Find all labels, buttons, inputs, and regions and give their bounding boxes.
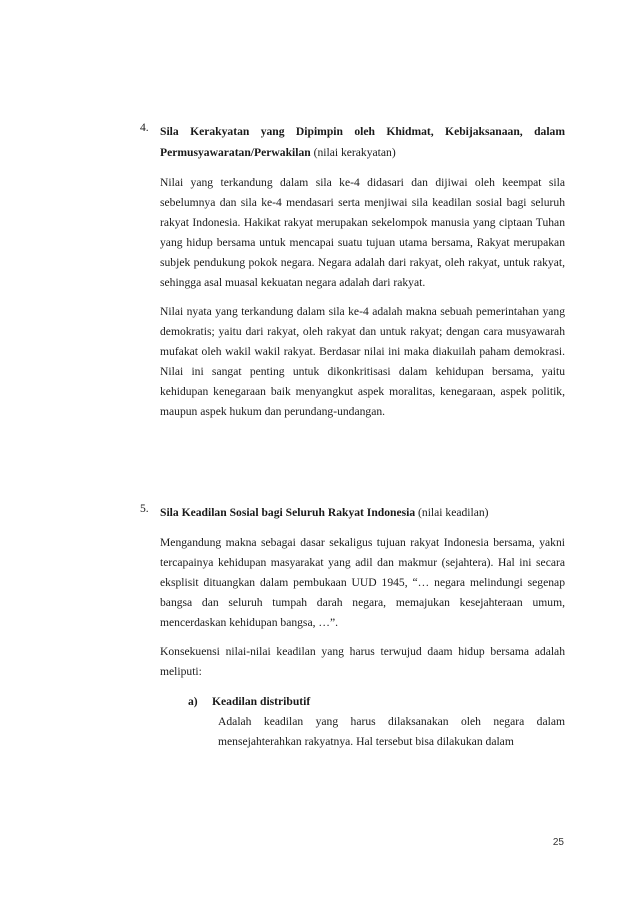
- list-item-number: 4.: [140, 121, 149, 134]
- paragraph: Nilai nyata yang terkandung dalam sila ke-4 adalah makna sebuah pemerintahan yang demokratis; yaitu dari rakyat, oleh rakyat dan untuk rakyat; dengan cara musyawarah mufakat oleh wakil wakil rakyat. Berdasar nilai ini maka diakuilah paham demokrasi. Nilai ini sangat penting untuk dikonkritisasi dalam kehidupan bersama, yaitu kehidupan kenegaraan baik menyangkut aspek moralitas, kenegaraan, aspek politik, maupun aspek hukum dan perundang-undangan.: [160, 305, 565, 418]
- list-item-body: [160, 121, 565, 422]
- sub-section-title: Keadilan distributif: [212, 695, 311, 708]
- section-heading: [160, 502, 565, 523]
- paragraph: Konsekuensi nilai-nilai keadilan yang harus terwujud daam hidup bersama adalah meliputi:: [160, 645, 565, 678]
- section-heading: [160, 121, 565, 163]
- list-item-body: [160, 502, 565, 752]
- section-title: Sila Keadilan Sosial bagi Seluruh Rakyat Indonesia: [160, 506, 416, 519]
- list-item-number: 5.: [140, 502, 149, 515]
- page-number: 25: [552, 837, 564, 848]
- section-title: Sila Kerakyatan yang Dipimpin oleh Khidmat, Kebijaksanaan, dalam Permusyawaratan/Perwakilan: [160, 125, 565, 159]
- list-item-4: [140, 121, 565, 422]
- paragraph: Mengandung makna sebagai dasar sekaligus tujuan rakyat Indonesia bersama, yakni tercapainya kehidupan masyarakat yang adil dan makmur (sejahtera). Hal ini secara eksplisit dituangkan dalam pembukaan UUD 1945, “… negara melindungi segenap bangsa dan seluruh tumpah darah negara, memajukan kesejahteraan umum, mencerdaskan kehidupan bangsa, …”.: [160, 536, 565, 629]
- paragraph: Adalah keadilan yang harus dilaksanakan oleh negara dalam mensejahterahkan rakyatnya. Hal tersebut bisa dilakukan dalam: [218, 715, 565, 748]
- sub-list-item-label: a): [188, 695, 198, 708]
- section-note: (nilai kerakyatan): [313, 146, 396, 159]
- section-note: (nilai keadilan): [418, 506, 489, 519]
- list-item-5: [140, 502, 565, 752]
- sub-list-item-a: [188, 692, 565, 752]
- paragraph: Nilai yang terkandung dalam sila ke-4 didasari dan dijiwai oleh keempat sila sebelumnya dan sila ke-4 mendasari serta menjiwai sila keadilan sosial bagi seluruh rakyat Indonesia. Hakikat rakyat merupakan sekelompok manusia yang ciptaan Tuhan yang hidup bersama untuk mencapai suatu tujuan utama bersama, Rakyat merupakan subjek pendukung pokok negara. Negara adalah dari rakyat, oleh rakyat, untuk rakyat, sehingga asal muasal kekuatan negara adalah dari rakyat.: [160, 176, 565, 289]
